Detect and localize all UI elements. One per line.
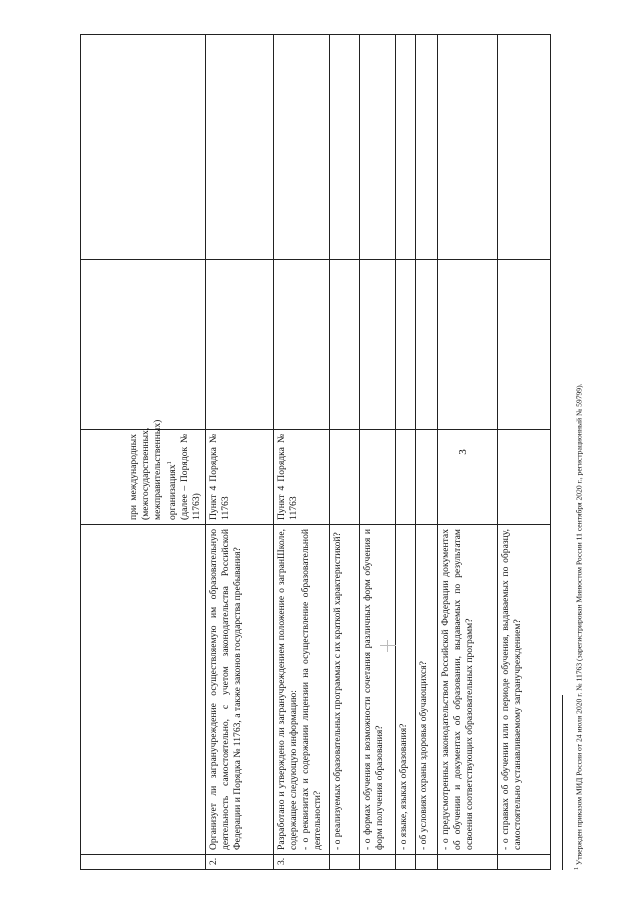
row-col5 — [274, 35, 330, 260]
row-basis — [360, 430, 396, 525]
footnote — [572, 35, 585, 870]
row-col4 — [396, 260, 416, 430]
table-row — [396, 35, 416, 870]
row-num — [396, 855, 416, 870]
cell-basis — [81, 419, 206, 525]
row-question: - об условиях охраны здоровья обучающихся? — [416, 525, 438, 855]
table-row — [274, 35, 330, 870]
cell-num — [81, 855, 206, 870]
row-question: - о реализуемых образовательных программах с их краткой характеристикой? — [330, 525, 360, 855]
table-row — [360, 35, 396, 870]
row-question: Организует ли загранучреждение осуществляемую им образовательную деятельность самостоятельно, с учетом законодательства Российской Федерации и Порядка № 11763, а также законов государства пребывания? — [206, 525, 274, 855]
row-basis — [416, 430, 438, 525]
row-col5 — [360, 35, 396, 260]
row-col4 — [438, 260, 498, 430]
row-col5 — [498, 35, 551, 260]
table-row — [416, 35, 438, 870]
basis-tail: (далее – Порядок № 11763) — [179, 434, 202, 520]
cell-col5 — [81, 35, 206, 260]
table-header-row — [81, 35, 206, 870]
cell-question — [81, 525, 206, 855]
row-num — [438, 855, 498, 870]
row-num: 2. — [206, 855, 274, 870]
row-col5 — [438, 35, 498, 260]
row-question: - о языке, языках образования? — [396, 525, 416, 855]
row-basis — [438, 430, 498, 525]
scan-mark — [387, 640, 388, 652]
row-question: - о справках об обучении или о периоде обучения, выдаваемых по образцу, самостоятельно устанавливаемому загранучреждением? — [498, 525, 551, 855]
footnote-ref: 1 — [166, 461, 173, 465]
table-row — [498, 35, 551, 870]
row-col4 — [416, 260, 438, 430]
row-question: - о предусмотренных законодательством Российской Федерации документах об обучении и документах об образовании, выдаваемых по результатам освоения соответствующих образовательных программ? — [438, 525, 498, 855]
row-col5 — [416, 35, 438, 260]
rotated-sheet — [80, 35, 584, 870]
row-basis: Пункт 4 Порядка № 11763 — [206, 430, 274, 525]
row-question: - о формах обучения и возможности сочетания различных форм обучения и форм получения образования? — [360, 525, 396, 855]
row-num — [498, 855, 551, 870]
basis-text: при международных (межгосударственных, межправительственных) организациях — [127, 419, 178, 520]
row-col4 — [274, 260, 330, 430]
row-question: Разработано и утверждено ли загранучреждением положение о загранШколе, содержащее следующую информацию: - о реквизитах и содержании лицензии на осуществление образовательной деятельности? — [274, 525, 330, 855]
row-col4 — [330, 260, 360, 430]
row-num — [360, 855, 396, 870]
footnote-marker: 1 — [574, 867, 580, 870]
row-col4 — [360, 260, 396, 430]
row-num: 3. — [274, 855, 330, 870]
table-row — [330, 35, 360, 870]
row-basis — [396, 430, 416, 525]
row-col5 — [396, 35, 416, 260]
row-col4 — [498, 260, 551, 430]
page-number: 3 — [457, 449, 469, 455]
footnote-divider — [562, 695, 563, 870]
checklist-table — [80, 34, 551, 870]
table-row — [438, 35, 498, 870]
row-basis — [498, 430, 551, 525]
row-num — [416, 855, 438, 870]
footnote-text: Утвержден приказом МИД России от 24 июля 2020 г. № 11763 (зарегистрирован Минюстом России 11 сентября 2020 г., регистрационный № 59799). — [574, 383, 584, 866]
cell-col4 — [81, 260, 206, 430]
scan-mark — [380, 645, 396, 646]
table-row — [206, 35, 274, 870]
row-basis — [330, 430, 360, 525]
row-basis: Пункт 4 Порядка № 11763 — [274, 430, 330, 525]
row-num — [330, 855, 360, 870]
row-col4 — [206, 260, 274, 430]
row-col5 — [206, 35, 274, 260]
row-col5 — [330, 35, 360, 260]
